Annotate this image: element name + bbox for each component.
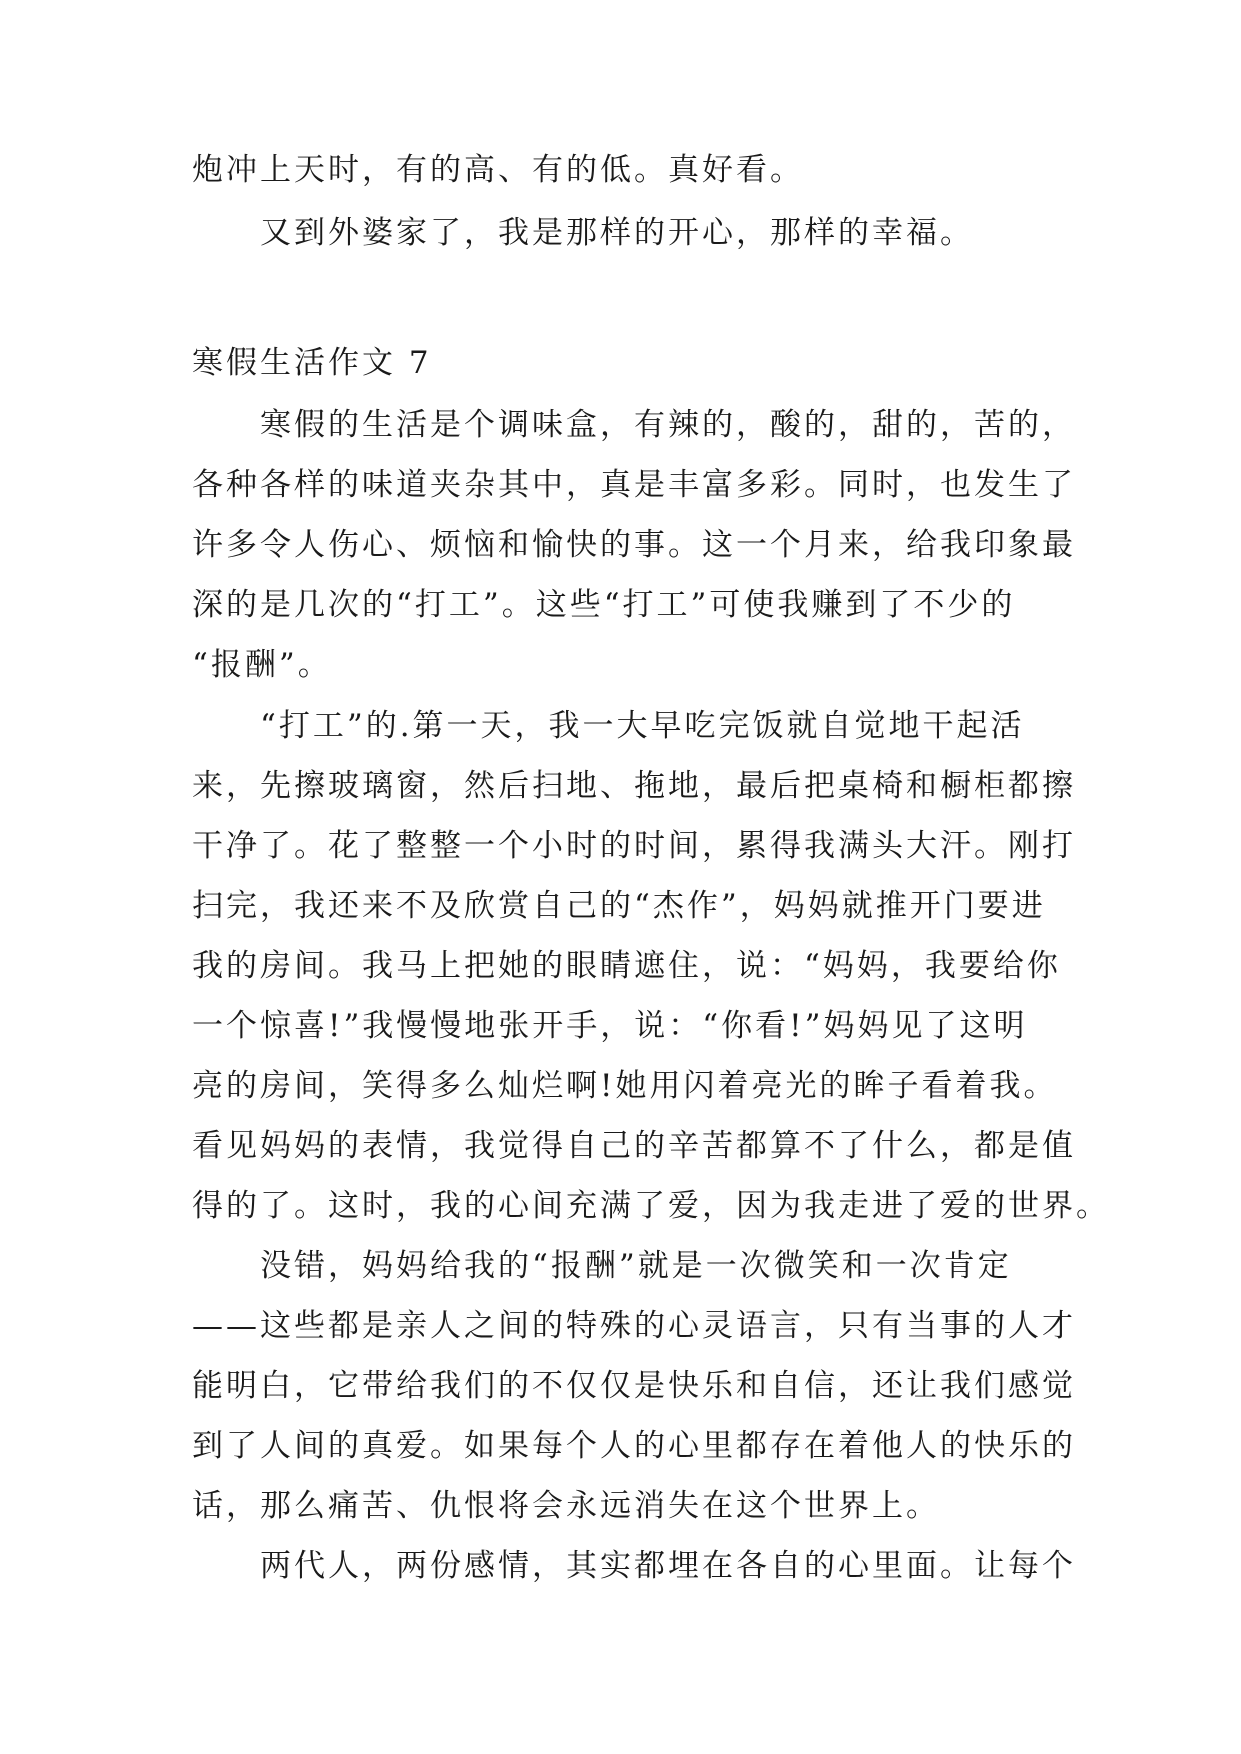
- text-line: 干净了。花了整整一个小时的时间，累得我满头大汗。刚打: [192, 828, 1076, 864]
- text-line: 话，那么痛苦、仇恨将会永远消失在这个世界上。: [192, 1488, 940, 1524]
- text-line: 两代人，两份感情，其实都埋在各自的心里面。让每个: [192, 1548, 1076, 1584]
- text-line: ——这些都是亲人之间的特殊的心灵语言，只有当事的人才: [192, 1308, 1076, 1344]
- text-line: 到了人间的真爱。如果每个人的心里都存在着他人的快乐的: [192, 1428, 1076, 1464]
- text-line: 没错，妈妈给我的“报酬”就是一次微笑和一次肯定: [192, 1248, 1012, 1284]
- text-line: 来，先擦玻璃窗，然后扫地、拖地，最后把桌椅和橱柜都擦: [192, 768, 1076, 804]
- text-line: 许多令人伤心、烦恼和愉快的事。这一个月来，给我印象最: [192, 527, 1076, 563]
- text-line: 得的了。这时，我的心间充满了爱，因为我走进了爱的世界。: [192, 1188, 1110, 1224]
- text-line: 一个惊喜!”我慢慢地张开手，说：“你看!”妈妈见了这明: [192, 1008, 1028, 1044]
- text-line: “报酬”。: [192, 647, 332, 683]
- text-line: 又到外婆家了，我是那样的开心，那样的幸福。: [192, 215, 974, 251]
- text-line: 各种各样的味道夹杂其中，真是丰富多彩。同时，也发生了: [192, 467, 1076, 503]
- text-line: 炮冲上天时，有的高、有的低。真好看。: [192, 152, 804, 188]
- text-line: 深的是几次的“打工”。这些“打工”可使我赚到了不少的: [192, 587, 1016, 623]
- section-heading: 寒假生活作文 7: [192, 345, 432, 381]
- text-line: 我的房间。我马上把她的眼睛遮住，说：“妈妈，我要给你: [192, 948, 1061, 984]
- text-line: 寒假的生活是个调味盒，有辣的，酸的，甜的，苦的，: [192, 407, 1076, 443]
- text-line: 亮的房间，笑得多么灿烂啊!她用闪着亮光的眸子看着我。: [192, 1068, 1058, 1104]
- text-line: 扫完，我还来不及欣赏自己的“杰作”，妈妈就推开门要进: [192, 888, 1046, 924]
- text-line: 能明白，它带给我们的不仅仅是快乐和自信，还让我们感觉: [192, 1368, 1076, 1404]
- text-line: 看见妈妈的表情，我觉得自己的辛苦都算不了什么，都是值: [192, 1128, 1076, 1164]
- text-line: “打工”的.第一天，我一大早吃完饭就自觉地干起活: [192, 708, 1025, 744]
